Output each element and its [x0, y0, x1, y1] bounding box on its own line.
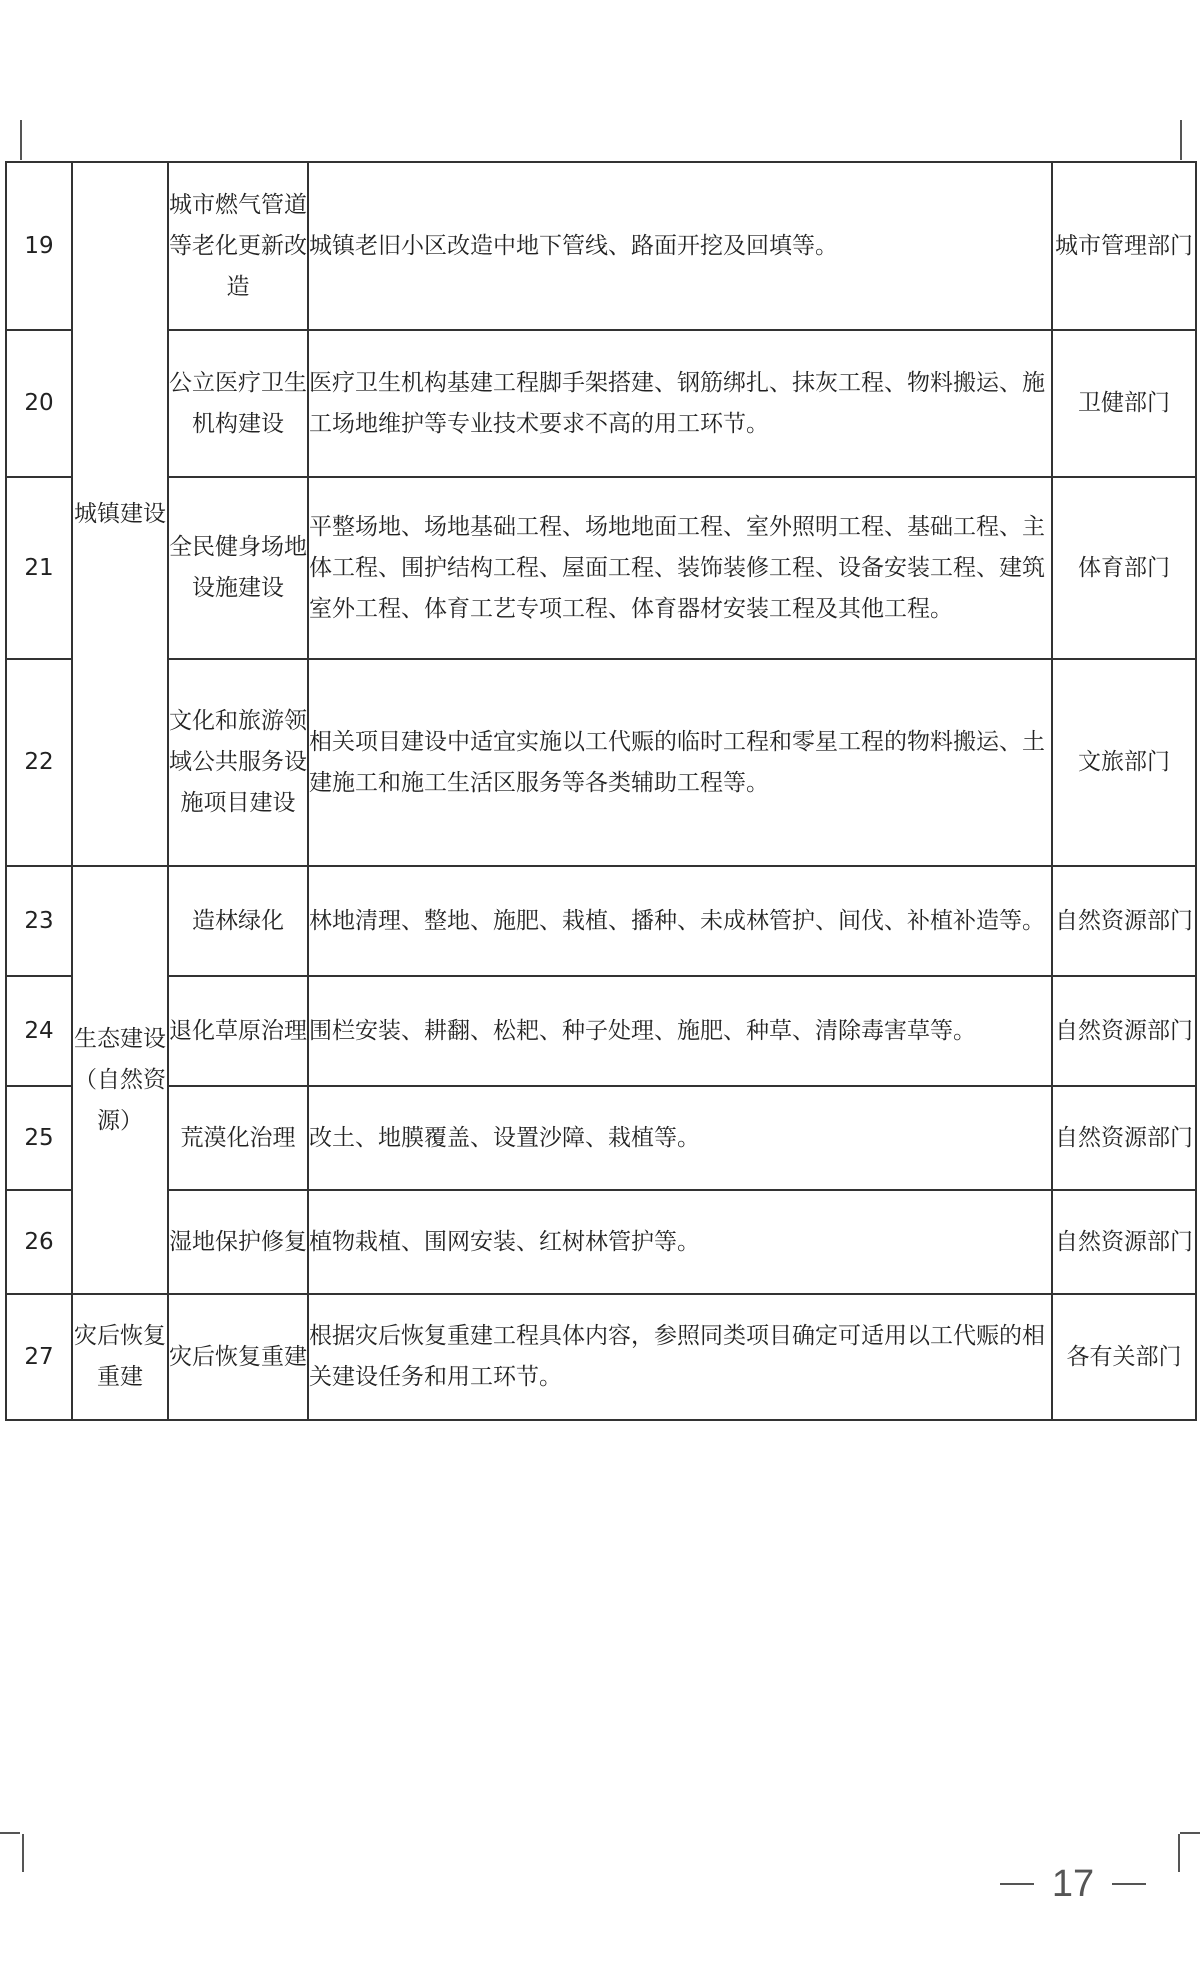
project-name: 城市燃气管道等老化更新改造: [168, 162, 308, 330]
crop-mark-top-left: [20, 120, 22, 160]
row-number: 27: [6, 1294, 72, 1420]
category-cell: 城镇建设: [72, 162, 168, 866]
responsible-department: 文旅部门: [1052, 659, 1196, 866]
footer-dash-left: [1000, 1883, 1034, 1885]
table-row: [6, 330, 1196, 477]
work-content: 植物栽植、围网安装、红树林管护等。: [308, 1190, 1052, 1294]
responsible-department: 体育部门: [1052, 477, 1196, 659]
crop-mark-top-right: [1180, 120, 1182, 160]
page-number: 17: [1051, 1862, 1095, 1905]
row-number: 26: [6, 1190, 72, 1294]
project-name: 湿地保护修复: [168, 1190, 308, 1294]
crop-mark-bottom-left: [0, 1834, 24, 1872]
page-footer: [998, 1856, 1148, 1912]
responsible-department: 自然资源部门: [1052, 1086, 1196, 1190]
crop-mark-bottom-left-horizontal: [0, 1832, 20, 1834]
row-number: 21: [6, 477, 72, 659]
row-number: 23: [6, 866, 72, 976]
work-relief-table: [5, 161, 1197, 1421]
work-content: 改土、地膜覆盖、设置沙障、栽植等。: [308, 1086, 1052, 1190]
row-number: 20: [6, 330, 72, 477]
responsible-department: 卫健部门: [1052, 330, 1196, 477]
row-number: 25: [6, 1086, 72, 1190]
table-row: [6, 976, 1196, 1086]
table-row: [6, 1294, 1196, 1420]
project-name: 全民健身场地设施建设: [168, 477, 308, 659]
footer-dash-right: [1112, 1883, 1146, 1885]
crop-mark-bottom-right-horizontal: [1180, 1832, 1200, 1834]
responsible-department: 自然资源部门: [1052, 1190, 1196, 1294]
responsible-department: 自然资源部门: [1052, 866, 1196, 976]
table-row: [6, 1190, 1196, 1294]
table-row: [6, 477, 1196, 659]
work-content: 平整场地、场地基础工程、场地地面工程、室外照明工程、基础工程、主体工程、围护结构工程、屋面工程、装饰装修工程、设备安装工程、建筑室外工程、体育工艺专项工程、体育器材安装工程及其他工程。: [308, 477, 1052, 659]
project-name: 造林绿化: [168, 866, 308, 976]
row-number: 24: [6, 976, 72, 1086]
table-row: [6, 866, 1196, 976]
project-name: 公立医疗卫生机构建设: [168, 330, 308, 477]
responsible-department: 各有关部门: [1052, 1294, 1196, 1420]
category-cell: 灾后恢复重建: [72, 1294, 168, 1420]
row-number: 22: [6, 659, 72, 866]
work-content: 围栏安装、耕翻、松耙、种子处理、施肥、种草、清除毒害草等。: [308, 976, 1052, 1086]
table-row: [6, 162, 1196, 330]
work-content: 林地清理、整地、施肥、栽植、播种、未成林管护、间伐、补植补造等。: [308, 866, 1052, 976]
project-name: 文化和旅游领域公共服务设施项目建设: [168, 659, 308, 866]
project-name: 灾后恢复重建: [168, 1294, 308, 1420]
category-cell: 生态建设（自然资源）: [72, 866, 168, 1294]
row-number: 19: [6, 162, 72, 330]
responsible-department: 自然资源部门: [1052, 976, 1196, 1086]
work-content: 根据灾后恢复重建工程具体内容，参照同类项目确定可适用以工代赈的相关建设任务和用工环节。: [308, 1294, 1052, 1420]
project-name: 荒漠化治理: [168, 1086, 308, 1190]
responsible-department: 城市管理部门: [1052, 162, 1196, 330]
table-row: [6, 1086, 1196, 1190]
work-content: 相关项目建设中适宜实施以工代赈的临时工程和零星工程的物料搬运、土建施工和施工生活区服务等各类辅助工程等。: [308, 659, 1052, 866]
work-content: 医疗卫生机构基建工程脚手架搭建、钢筋绑扎、抹灰工程、物料搬运、施工场地维护等专业技术要求不高的用工环节。: [308, 330, 1052, 477]
table-row: [6, 659, 1196, 866]
project-name: 退化草原治理: [168, 976, 308, 1086]
work-content: 城镇老旧小区改造中地下管线、路面开挖及回填等。: [308, 162, 1052, 330]
crop-mark-bottom-right: [1178, 1834, 1200, 1872]
